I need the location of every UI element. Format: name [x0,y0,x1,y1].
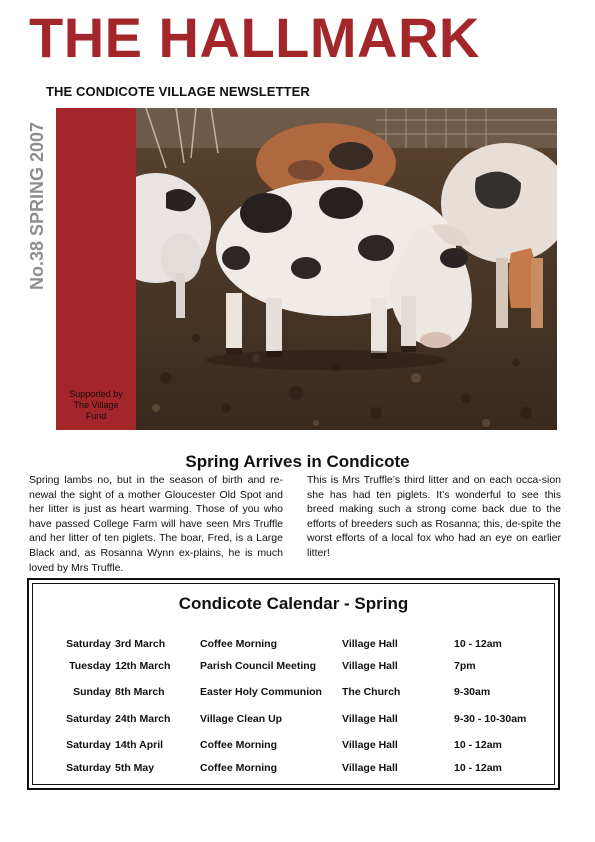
sponsor-line-2: The Village [73,400,119,410]
calendar-row [33,686,554,702]
calendar-date: 24th March [115,713,171,725]
calendar-time: 10 - 12am [454,739,502,751]
calendar-inner-border [32,583,555,785]
calendar-event: Coffee Morning [200,762,277,774]
calendar-event: Coffee Morning [200,739,277,751]
calendar-venue: Village Hall [342,638,398,650]
sponsor-panel [56,108,136,430]
calendar-row [33,762,554,778]
calendar-title: Condicote Calendar - Spring [178,594,409,613]
calendar-time: 9-30am [454,686,491,698]
calendar-day: Saturday [66,762,111,774]
calendar-event: Village Clean Up [200,713,283,725]
pigs-in-field-photo [136,108,557,430]
sponsor-note [56,389,136,422]
calendar-venue: Village Hall [342,739,398,751]
calendar-row [33,638,554,654]
calendar-venue: The Church [342,686,401,698]
calendar-event: Easter Holy Communion [200,686,322,698]
calendar-time: 9-30 - 10-30am [454,713,527,725]
calendar-venue: Village Hall [342,660,398,672]
newsletter-subtitle: THE CONDICOTE VILLAGE NEWSLETTER [46,84,310,99]
calendar-day: Sunday [73,686,111,698]
calendar-day: Saturday [66,739,111,751]
calendar-date: 14th April [115,739,164,751]
article-column-left: Spring lambs no, but in the season of birth and re-newal the sight of a mother Gloucester Old Spot and her litter is just as heart warming. Those of you who have passed College Farm will have seen Mrs Truffle and her litter of ten piglets. The boar, Fred, is a Large Black and, as Rosanna Wynn ex-plains, he is much loved by Mrs Truffle. [29,474,283,574]
article-headline: Spring Arrives in Condicote [185,452,410,471]
calendar-row [33,739,554,755]
calendar-date: 3rd March [115,638,166,650]
calendar-day: Tuesday [69,660,111,672]
issue-label-container [22,110,52,290]
masthead-title: THE HALLMARK [29,6,480,69]
article-column-right: This is Mrs Truffle’s third litter and on each occa-sion she has had ten piglets. It’s wonderful to see this breed making such a strong come back due to the efforts of breeders such as Rosanna; this, de-spite the worst efforts of a local fox who had an eye on earlier litter! [307,474,561,559]
calendar-venue: Village Hall [342,762,398,774]
calendar-row [33,660,554,676]
calendar-date: 8th March [115,686,165,698]
calendar-day: Saturday [66,638,111,650]
calendar-time: 10 - 12am [454,762,502,774]
calendar-row [33,713,554,729]
calendar-date: 12th March [115,660,171,672]
calendar-venue: Village Hall [342,713,398,725]
issue-label: No.38 SPRING 2007 [27,121,47,290]
calendar-day: Saturday [66,713,111,725]
calendar-time: 10 - 12am [454,638,502,650]
calendar-time: 7pm [454,660,476,672]
calendar-event: Coffee Morning [200,638,277,650]
calendar-box [27,578,560,790]
calendar-event: Parish Council Meeting [200,660,317,672]
sponsor-line-1: Supported by [69,389,123,399]
calendar-date: 5th May [115,762,155,774]
sponsor-line-3: Fund [85,411,107,421]
photo-illustration [136,108,557,430]
